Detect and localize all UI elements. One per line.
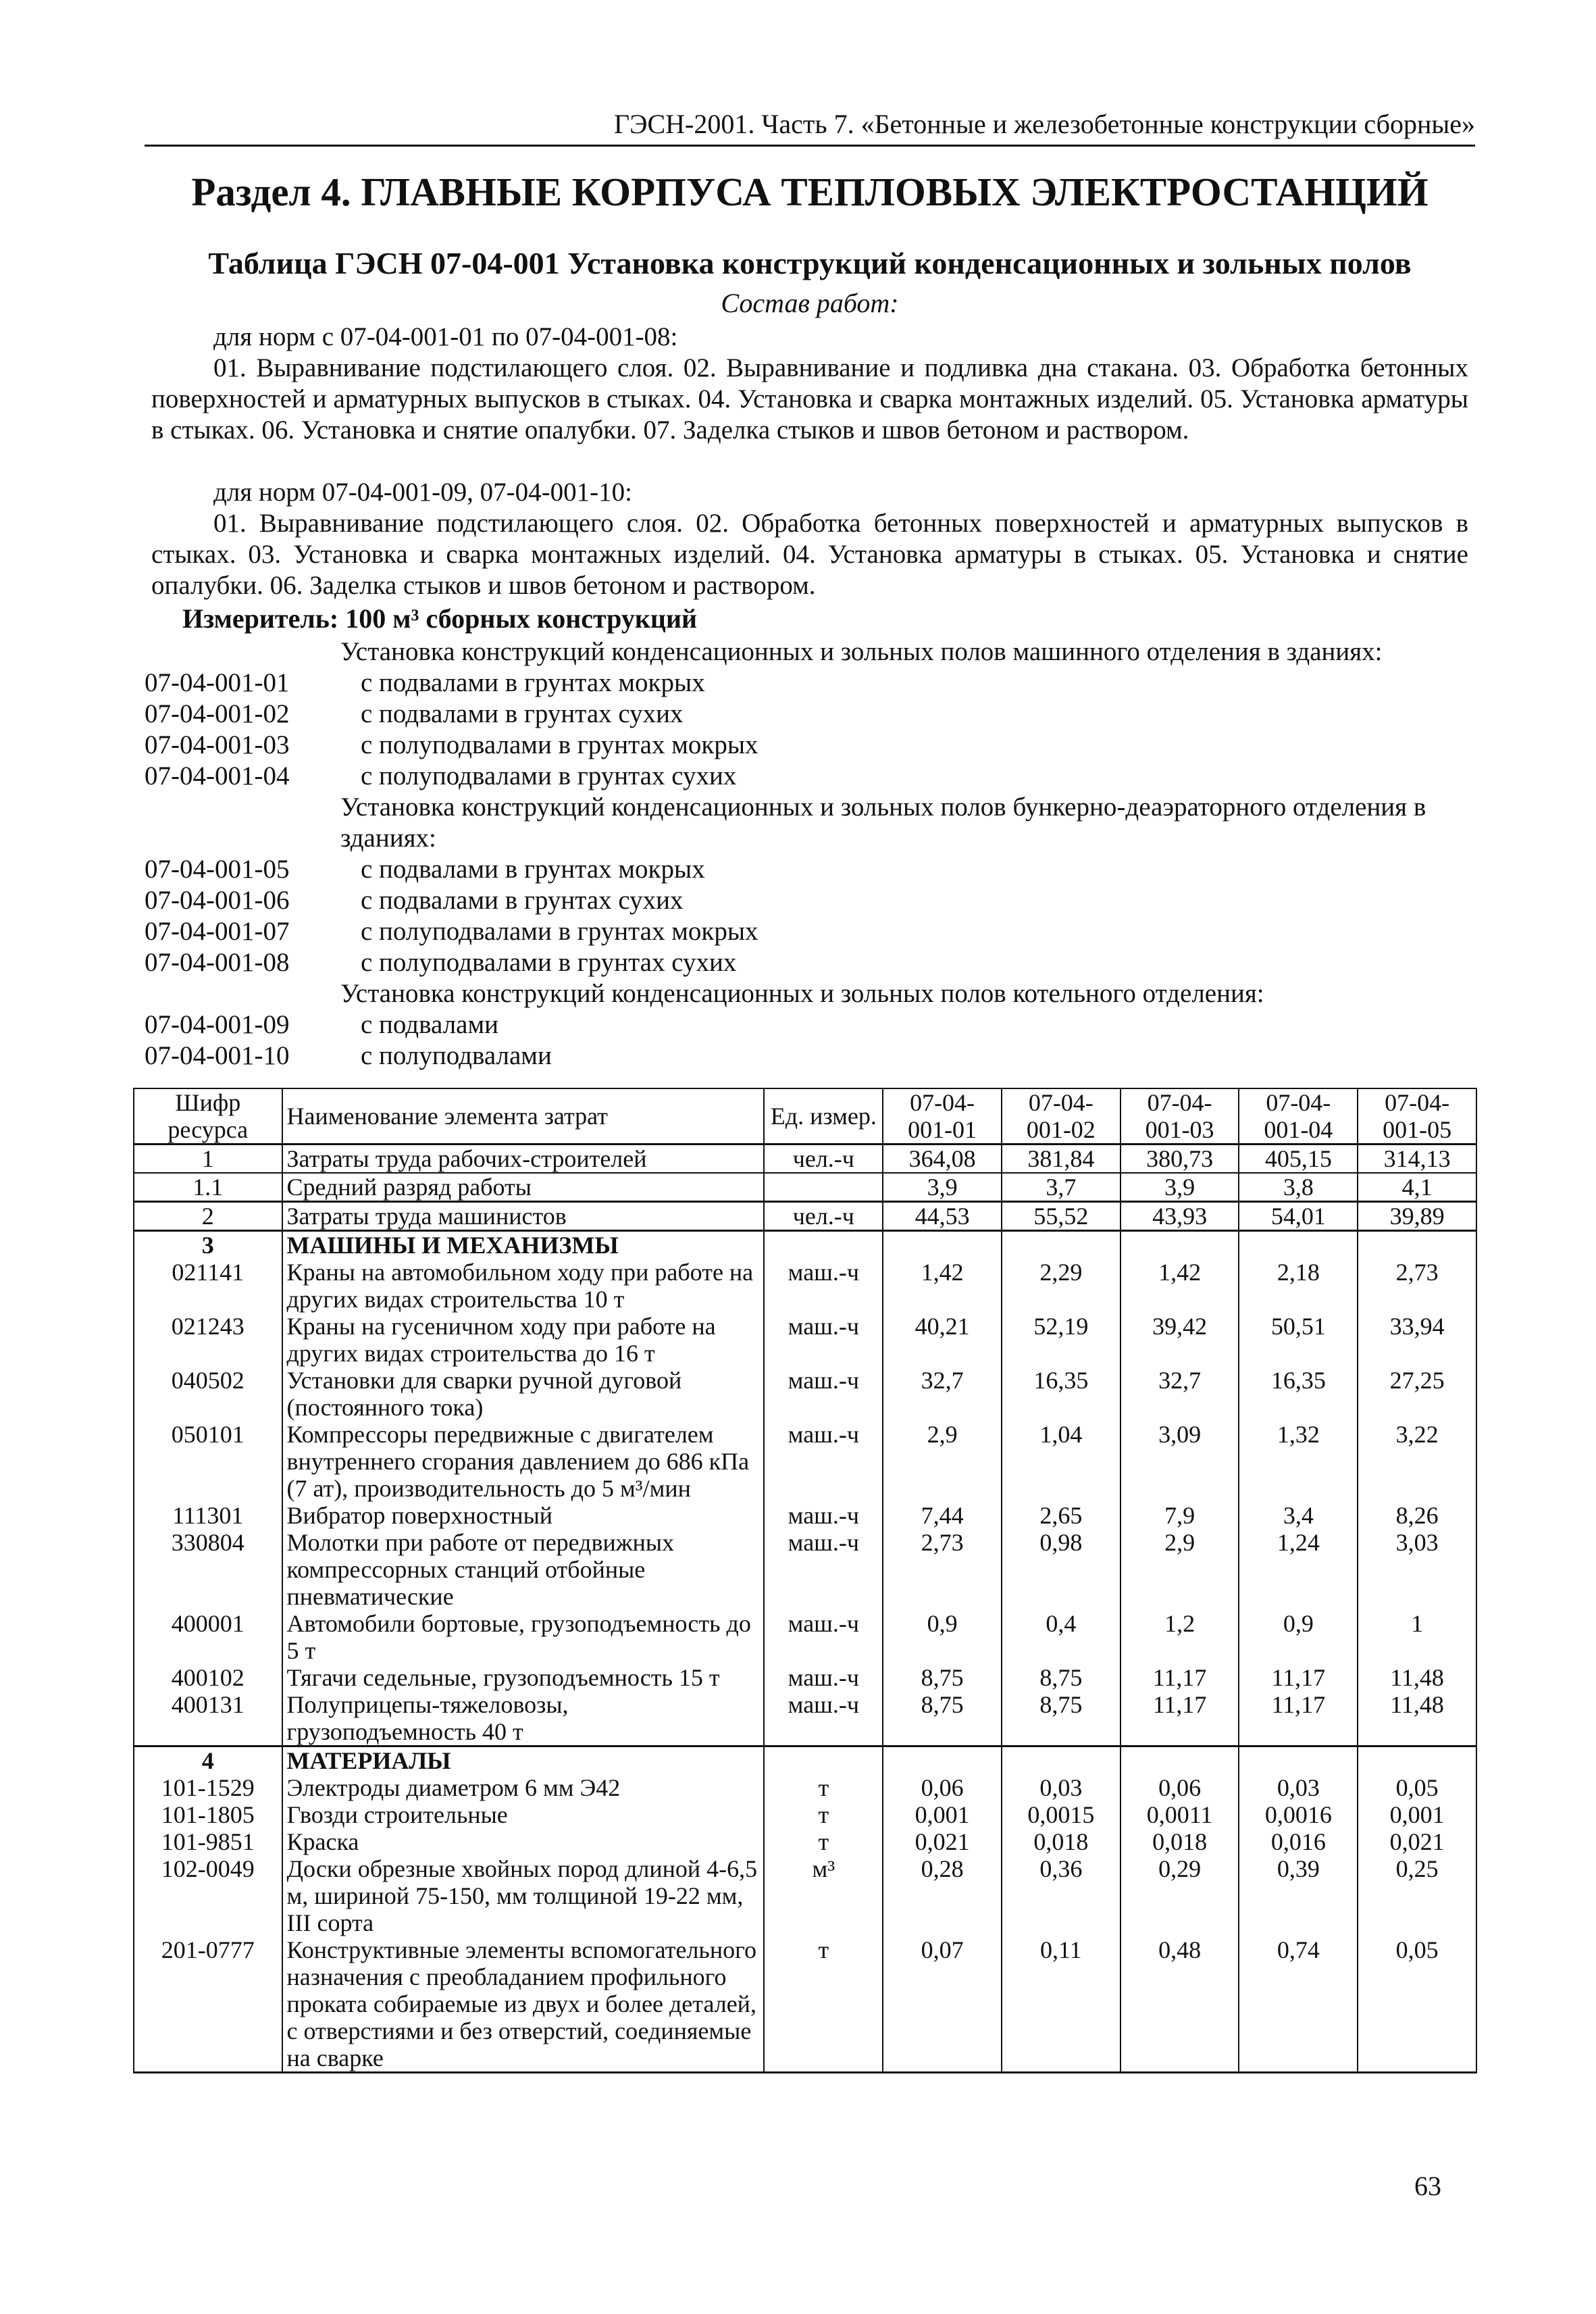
cell-unit: маш.-ч	[764, 1421, 883, 1502]
norm-item	[145, 885, 1475, 916]
cell-value-2	[1002, 1746, 1121, 1775]
cell-value-1: 8,75	[883, 1664, 1002, 1691]
table-row	[134, 1367, 1476, 1421]
cell-value-4: 0,9	[1239, 1610, 1358, 1664]
norm-item	[145, 699, 1475, 730]
cell-unit: т	[764, 1828, 883, 1855]
cell-code: 021243	[134, 1313, 282, 1367]
norm-item	[145, 730, 1475, 761]
norm-code: 07-04-001-04	[145, 761, 290, 790]
cell-name: Полуприцепы-тяжеловозы, грузоподъемность 40 т	[282, 1691, 765, 1746]
cell-unit	[764, 1746, 883, 1775]
cell-code: 101-1529	[134, 1774, 282, 1801]
cell-name: Гвозди строительные	[282, 1801, 765, 1828]
cell-unit: м³	[764, 1855, 883, 1936]
table-row	[134, 1610, 1476, 1664]
cell-value-4: 405,15	[1239, 1145, 1358, 1174]
cell-name: Затраты труда машинистов	[282, 1202, 765, 1231]
cell-value-4: 11,17	[1239, 1691, 1358, 1746]
norm-item	[145, 854, 1475, 885]
cell-value-4: 0,0016	[1239, 1801, 1358, 1828]
cell-value-4: 0,016	[1239, 1828, 1358, 1855]
work-p2-head-text: для норм 07-04-001-09, 07-04-001-10:	[213, 478, 632, 507]
cell-value-1: 0,021	[883, 1828, 1002, 1855]
cell-unit: т	[764, 1936, 883, 2073]
header-name: Наименование элемента затрат	[282, 1088, 765, 1145]
cell-value-1: 0,06	[883, 1774, 1002, 1801]
table-row	[134, 1145, 1476, 1174]
cell-unit: маш.-ч	[764, 1502, 883, 1529]
cell-value-4: 11,17	[1239, 1664, 1358, 1691]
table-row	[134, 1855, 1476, 1936]
cell-value-1: 3,9	[883, 1173, 1002, 1202]
norm-description: с подвалами в грунтах мокрых	[361, 855, 705, 884]
cell-value-2: 0,018	[1002, 1828, 1121, 1855]
cell-value-5: 0,001	[1358, 1801, 1476, 1828]
norm-group-2-title: Установка конструкций конденсационных и зольных полов бункерно-деаэраторного отделения в зданиях:	[340, 793, 1426, 853]
table-row	[134, 1259, 1476, 1313]
cell-value-3: 3,9	[1121, 1173, 1239, 1202]
norm-code: 07-04-001-08	[145, 948, 290, 977]
cell-name: Молотки при работе от передвижных компрессорных станций отбойные пневматические	[282, 1529, 765, 1610]
norm-code: 07-04-001-07	[145, 917, 290, 946]
cell-value-2: 3,7	[1002, 1173, 1121, 1202]
work-composition-title: Состав работ:	[721, 288, 899, 318]
table-row	[134, 1664, 1476, 1691]
cell-name: Компрессоры передвижные с двигателем внутреннего сгорания давлением до 686 кПа (7 ат), производительность до 5 м³/мин	[282, 1421, 765, 1502]
table-row	[134, 1746, 1476, 1775]
cell-value-4: 1,32	[1239, 1421, 1358, 1502]
cell-name: Установки для сварки ручной дуговой (постоянного тока)	[282, 1367, 765, 1421]
cell-name: МАШИНЫ И МЕХАНИЗМЫ	[282, 1231, 765, 1259]
cell-value-4: 2,18	[1239, 1259, 1358, 1313]
cell-value-3	[1121, 1231, 1239, 1259]
cell-value-4: 16,35	[1239, 1367, 1358, 1421]
cell-value-4: 50,51	[1239, 1313, 1358, 1367]
page-number: 63	[1414, 2171, 1441, 2201]
resource-table-body	[134, 1145, 1476, 2073]
cell-name: Доски обрезные хвойных пород длиной 4-6,5 м, шириной 75-150, мм толщиной 19-22 мм, III сорта	[282, 1855, 765, 1936]
cell-value-1: 2,9	[883, 1421, 1002, 1502]
cell-name: Средний разряд работы	[282, 1173, 765, 1202]
header-col-5: 07-04-001-05	[1358, 1088, 1476, 1145]
cell-unit: чел.-ч	[764, 1145, 883, 1174]
cell-name: Краны на автомобильном ходу при работе на других видах строительства 10 т	[282, 1259, 765, 1313]
table-row	[134, 1202, 1476, 1231]
header-col-3: 07-04-001-03	[1121, 1088, 1239, 1145]
cell-value-5: 11,48	[1358, 1664, 1476, 1691]
cell-code: 1	[134, 1145, 282, 1174]
cell-value-5	[1358, 1231, 1476, 1259]
cell-value-3: 11,17	[1121, 1664, 1239, 1691]
cell-value-2: 16,35	[1002, 1367, 1121, 1421]
table-row	[134, 1801, 1476, 1828]
norm-description: с подвалами в грунтах мокрых	[361, 668, 705, 697]
cell-name: Конструктивные элементы вспомогательного назначения с преобладанием профильного проката собираемые из двух и более деталей, с отверстиями и без отверстий, соединяемые на сварке	[282, 1936, 765, 2073]
cell-value-3: 2,9	[1121, 1529, 1239, 1610]
cell-value-2: 0,0015	[1002, 1801, 1121, 1828]
cell-value-2: 0,11	[1002, 1936, 1121, 2073]
cell-value-3: 0,48	[1121, 1936, 1239, 2073]
table-row	[134, 1936, 1476, 2073]
cell-value-1: 7,44	[883, 1502, 1002, 1529]
header-col-4: 07-04-001-04	[1239, 1088, 1358, 1145]
cell-value-2: 0,03	[1002, 1774, 1121, 1801]
cell-value-3: 7,9	[1121, 1502, 1239, 1529]
running-header: ГЭСН-2001. Часть 7. «Бетонные и железобетонные конструкции сборные»	[145, 107, 1475, 147]
norm-description: с подвалами в грунтах сухих	[361, 699, 684, 728]
cell-value-5: 2,73	[1358, 1259, 1476, 1313]
cell-value-5: 27,25	[1358, 1367, 1476, 1421]
norm-item	[145, 1009, 1475, 1040]
cell-value-1: 8,75	[883, 1691, 1002, 1746]
cell-code: 4	[134, 1746, 282, 1775]
norm-code: 07-04-001-10	[145, 1041, 290, 1070]
cell-value-1: 1,42	[883, 1259, 1002, 1313]
norm-item	[145, 947, 1475, 978]
cell-value-3: 0,0011	[1121, 1801, 1239, 1828]
cell-code: 2	[134, 1202, 282, 1231]
norm-item	[145, 1040, 1475, 1072]
cell-value-2	[1002, 1231, 1121, 1259]
norm-group-3-title: Установка конструкций конденсационных и зольных полов котельного отделения:	[340, 979, 1264, 1008]
cell-value-4: 0,03	[1239, 1774, 1358, 1801]
norm-description: с подвалами	[361, 1010, 499, 1039]
cell-value-3: 0,29	[1121, 1855, 1239, 1936]
cell-value-5: 0,05	[1358, 1936, 1476, 2073]
work-p1-text: 01. Выравнивание подстилающего слоя. 02. Выравнивание и подливка дна стакана. 03. Обработка бетонных поверхностей и арматурных выпусков в стыках. 04. Установка и сварка монтажных изделий. 05. Установка арматуры в стыках. 06. Установка и снятие опалубки. 07. Заделка стыков и швов бетоном и раствором.	[151, 353, 1468, 445]
cell-value-1: 364,08	[883, 1145, 1002, 1174]
norm-code: 07-04-001-09	[145, 1010, 290, 1039]
cell-value-4: 1,24	[1239, 1529, 1358, 1610]
cell-value-2: 8,75	[1002, 1691, 1121, 1746]
norm-item	[145, 916, 1475, 947]
table-title: Таблица ГЭСН 07-04-001 Установка конструкций конденсационных и зольных полов	[208, 246, 1412, 280]
measure-unit: Измеритель: 100 м³ сборных конструкций	[182, 603, 698, 634]
cell-unit: т	[764, 1774, 883, 1801]
cell-value-3: 11,17	[1121, 1691, 1239, 1746]
cell-value-3: 0,06	[1121, 1774, 1239, 1801]
norm-code: 07-04-001-03	[145, 730, 290, 759]
cell-value-5: 0,05	[1358, 1774, 1476, 1801]
norm-description: с полуподвалами	[361, 1041, 552, 1070]
cell-name: МАТЕРИАЛЫ	[282, 1746, 765, 1775]
cell-value-5: 11,48	[1358, 1691, 1476, 1746]
cell-value-1: 44,53	[883, 1202, 1002, 1231]
norm-code: 07-04-001-05	[145, 855, 290, 884]
table-row	[134, 1774, 1476, 1801]
cell-unit: т	[764, 1801, 883, 1828]
cell-value-3: 3,09	[1121, 1421, 1239, 1502]
cell-value-1: 2,73	[883, 1529, 1002, 1610]
table-row	[134, 1421, 1476, 1502]
norm-group-1-items	[145, 668, 1475, 792]
work-p1-head	[151, 322, 1468, 353]
cell-unit: маш.-ч	[764, 1691, 883, 1746]
table-row	[134, 1313, 1476, 1367]
norm-list	[145, 636, 1475, 1072]
cell-code: 040502	[134, 1367, 282, 1421]
cell-name: Краны на гусеничном ходу при работе на других видах строительства до 16 т	[282, 1313, 765, 1367]
cell-value-3	[1121, 1746, 1239, 1775]
table-row	[134, 1173, 1476, 1202]
cell-value-2: 0,36	[1002, 1855, 1121, 1936]
work-p1-head-text: для норм с 07-04-001-01 по 07-04-001-08:	[213, 322, 678, 351]
cell-unit: маш.-ч	[764, 1259, 883, 1313]
cell-name: Затраты труда рабочих-строителей	[282, 1145, 765, 1174]
cell-unit: маш.-ч	[764, 1664, 883, 1691]
norm-code: 07-04-001-06	[145, 886, 290, 915]
norm-group-3-items	[145, 1009, 1475, 1072]
norm-code: 07-04-001-01	[145, 668, 290, 697]
norm-description: с полуподвалами в грунтах сухих	[361, 948, 737, 977]
cell-unit: чел.-ч	[764, 1202, 883, 1231]
cell-value-5: 8,26	[1358, 1502, 1476, 1529]
cell-value-2: 1,04	[1002, 1421, 1121, 1502]
cell-unit	[764, 1231, 883, 1259]
cell-value-4: 0,39	[1239, 1855, 1358, 1936]
cell-value-1: 40,21	[883, 1313, 1002, 1367]
cell-value-3: 0,018	[1121, 1828, 1239, 1855]
resource-table	[133, 1088, 1477, 2073]
cell-value-5: 33,94	[1358, 1313, 1476, 1367]
cell-name: Вибратор поверхностный	[282, 1502, 765, 1529]
cell-name: Электроды диаметром 6 мм Э42	[282, 1774, 765, 1801]
cell-value-3: 380,73	[1121, 1145, 1239, 1174]
norm-code: 07-04-001-02	[145, 699, 290, 728]
norm-group-1-title: Установка конструкций конденсационных и зольных полов машинного отделения в зданиях:	[340, 637, 1383, 666]
cell-value-3: 39,42	[1121, 1313, 1239, 1367]
section-title: Раздел 4. ГЛАВНЫЕ КОРПУСА ТЕПЛОВЫХ ЭЛЕКТРОСТАНЦИЙ	[191, 170, 1428, 214]
norm-item	[145, 668, 1475, 699]
cell-code: 101-1805	[134, 1801, 282, 1828]
header-col-2: 07-04-001-02	[1002, 1088, 1121, 1145]
cell-value-4: 3,4	[1239, 1502, 1358, 1529]
norm-description: с подвалами в грунтах сухих	[361, 886, 684, 915]
cell-value-5: 0,021	[1358, 1828, 1476, 1855]
cell-value-5: 39,89	[1358, 1202, 1476, 1231]
header-col-1: 07-04-001-01	[883, 1088, 1002, 1145]
cell-name: Автомобили бортовые, грузоподъемность до 5 т	[282, 1610, 765, 1664]
cell-code: 330804	[134, 1529, 282, 1610]
cell-value-1: 0,9	[883, 1610, 1002, 1664]
cell-code: 1.1	[134, 1173, 282, 1202]
cell-value-5: 1	[1358, 1610, 1476, 1664]
cell-value-3: 43,93	[1121, 1202, 1239, 1231]
table-row	[134, 1502, 1476, 1529]
work-p2-head	[151, 477, 1468, 508]
cell-unit: маш.-ч	[764, 1313, 883, 1367]
cell-value-1: 0,28	[883, 1855, 1002, 1936]
cell-value-3: 1,2	[1121, 1610, 1239, 1664]
cell-value-5: 4,1	[1358, 1173, 1476, 1202]
cell-value-5: 314,13	[1358, 1145, 1476, 1174]
cell-value-4: 0,74	[1239, 1936, 1358, 2073]
cell-value-5: 3,22	[1358, 1421, 1476, 1502]
cell-value-2: 0,98	[1002, 1529, 1121, 1610]
cell-value-1	[883, 1746, 1002, 1775]
cell-value-5: 0,25	[1358, 1855, 1476, 1936]
cell-value-1: 0,001	[883, 1801, 1002, 1828]
norm-group-2-items	[145, 854, 1475, 978]
header-unit: Ед. измер.	[764, 1088, 883, 1145]
table-row	[134, 1529, 1476, 1610]
cell-value-2: 55,52	[1002, 1202, 1121, 1231]
cell-value-4: 54,01	[1239, 1202, 1358, 1231]
cell-code: 102-0049	[134, 1855, 282, 1936]
cell-code: 201-0777	[134, 1936, 282, 2073]
cell-value-4	[1239, 1746, 1358, 1775]
cell-value-1	[883, 1231, 1002, 1259]
cell-value-1: 32,7	[883, 1367, 1002, 1421]
work-p2-text: 01. Выравнивание подстилающего слоя. 02. Обработка бетонных поверхностей и арматурных выпусков в стыках. 03. Установка и сварка монтажных изделий. 04. Установка арматуры в стыках. 05. Установка и снятие опалубки. 06. Заделка стыков и швов бетоном и раствором.	[151, 509, 1468, 600]
cell-value-2: 2,65	[1002, 1502, 1121, 1529]
cell-value-1: 0,07	[883, 1936, 1002, 2073]
table-row	[134, 1828, 1476, 1855]
cell-value-2: 52,19	[1002, 1313, 1121, 1367]
cell-value-2: 2,29	[1002, 1259, 1121, 1313]
norm-description: с полуподвалами в грунтах мокрых	[361, 917, 758, 946]
cell-code: 400131	[134, 1691, 282, 1746]
cell-unit: маш.-ч	[764, 1610, 883, 1664]
cell-value-5: 3,03	[1358, 1529, 1476, 1610]
cell-code: 050101	[134, 1421, 282, 1502]
cell-code: 400001	[134, 1610, 282, 1664]
cell-name: Тягачи седельные, грузоподъемность 15 т	[282, 1664, 765, 1691]
cell-value-2: 0,4	[1002, 1610, 1121, 1664]
cell-value-2: 381,84	[1002, 1145, 1121, 1174]
cell-unit: маш.-ч	[764, 1529, 883, 1610]
cell-value-3: 32,7	[1121, 1367, 1239, 1421]
header-code: Шифр ресурса	[134, 1088, 282, 1145]
norm-item	[145, 761, 1475, 792]
cell-code: 021141	[134, 1259, 282, 1313]
cell-value-4	[1239, 1231, 1358, 1259]
norm-description: с полуподвалами в грунтах мокрых	[361, 730, 758, 759]
cell-name: Краска	[282, 1828, 765, 1855]
cell-value-3: 1,42	[1121, 1259, 1239, 1313]
cell-code: 101-9851	[134, 1828, 282, 1855]
cell-unit: маш.-ч	[764, 1367, 883, 1421]
norm-description: с полуподвалами в грунтах сухих	[361, 761, 737, 790]
cell-code: 400102	[134, 1664, 282, 1691]
table-row	[134, 1231, 1476, 1259]
cell-value-4: 3,8	[1239, 1173, 1358, 1202]
cell-value-2: 8,75	[1002, 1664, 1121, 1691]
table-row	[134, 1691, 1476, 1746]
cell-code: 111301	[134, 1502, 282, 1529]
cell-code: 3	[134, 1231, 282, 1259]
cell-unit	[764, 1173, 883, 1202]
cell-value-5	[1358, 1746, 1476, 1775]
